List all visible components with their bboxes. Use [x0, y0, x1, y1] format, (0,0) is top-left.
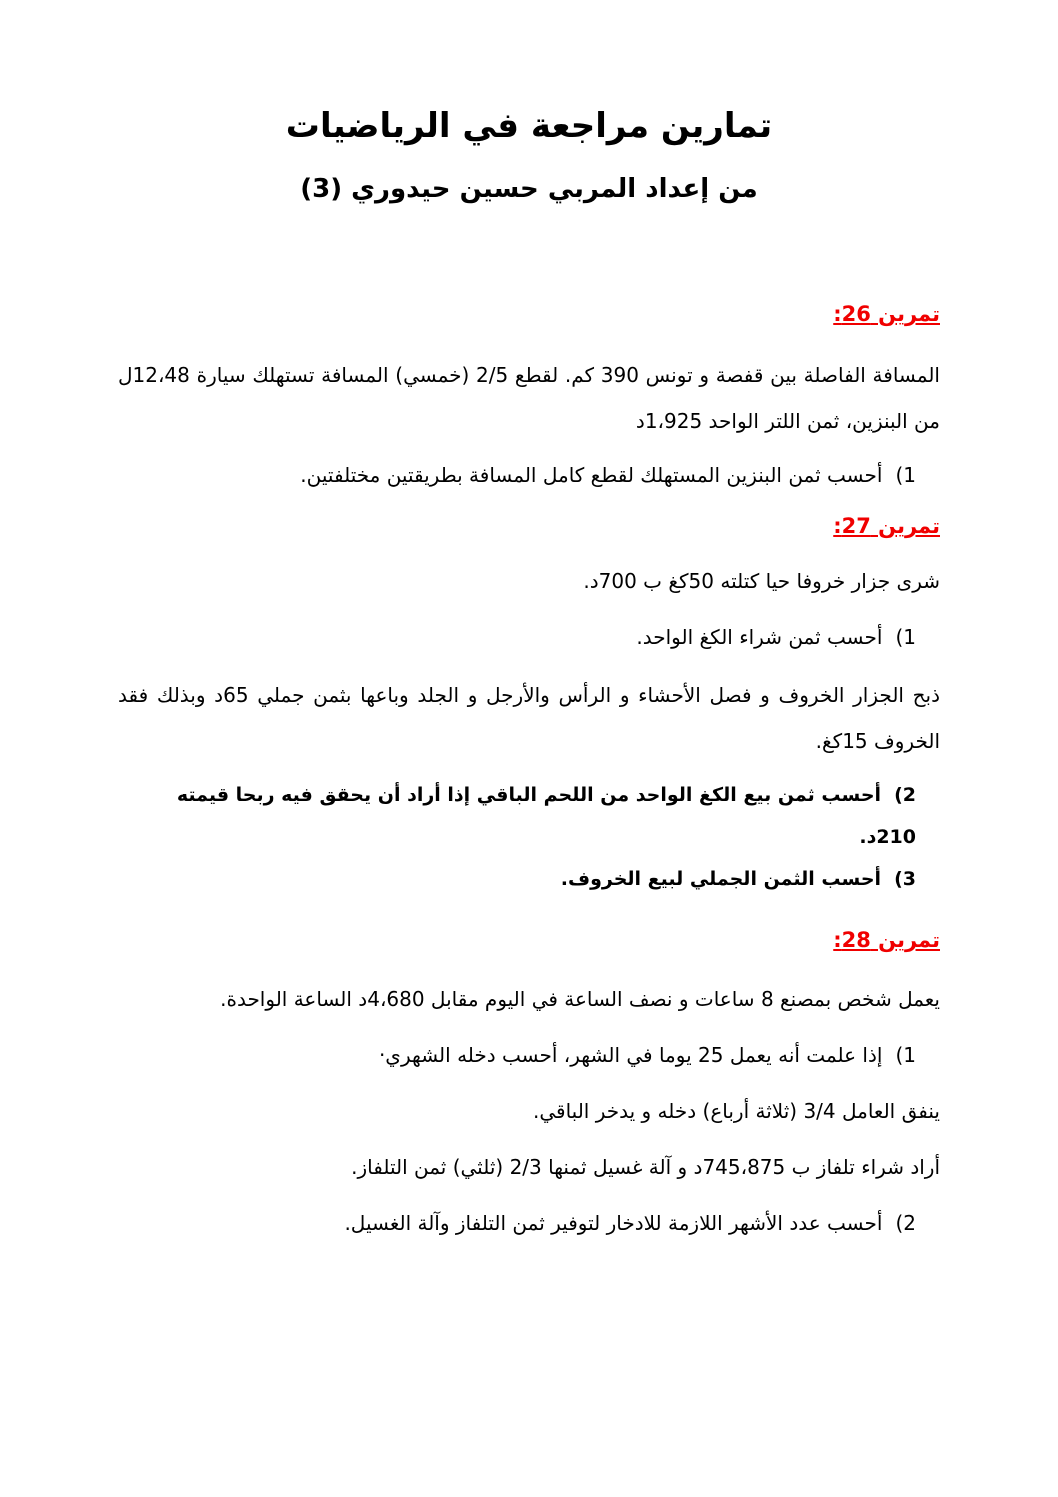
item-text: أحسب ثمن بيع الكغ الواحد من اللحم الباقي إذا أراد أن يحقق فيه ربحا قيمته 210د.: [176, 784, 916, 848]
exercise-27-intro: شرى جزار خروفا حيا كتلته 50كغ ب 700د.: [583, 569, 940, 593]
document-subtitle: من إعداد المربي حسين حيدوري (3): [300, 174, 758, 204]
exercise-28-heading: تمرين 28:: [833, 928, 940, 952]
exercise-27-paragraph-2: ذبح الجزار الخروف و فصل الأحشاء و الرأس والأرجل و الجلد وباعها بثمن جملي 65د وبذلك فقد الخروف 15كغ.: [118, 683, 941, 753]
item-marker: 1): [895, 463, 916, 487]
item-text: أحسب ثمن البنزين المستهلك لقطع كامل المسافة بطريقتين مختلفتين.: [300, 463, 883, 487]
exercise-28-intro: يعمل شخص بمصنع 8 ساعات و نصف الساعة في اليوم مقابل 4،680د الساعة الواحدة.: [220, 987, 940, 1011]
exercise-26-intro: المسافة الفاصلة بين قفصة و تونس 390 كم. لقطع 2/5 (خمسي) المسافة تستهلك سيارة 12،48ل من البنزين، ثمن اللتر الواحد 1،925د: [118, 363, 940, 433]
document-title: تمارين مراجعة في الرياضيات: [285, 106, 773, 146]
exercise-28-item-2: [118, 1200, 940, 1246]
exercise-27-item-2: [118, 774, 940, 858]
item-text: أحسب عدد الأشهر اللازمة للادخار لتوفير ثمن التلفاز وآلة الغسيل.: [344, 1211, 883, 1235]
item-marker: 2): [894, 784, 916, 806]
item-marker: 1): [895, 625, 916, 649]
item-marker: 2): [895, 1211, 916, 1235]
exercise-28-paragraph-2: ينفق العامل 3/4 (ثلاثة أرباع) دخله و يدخر الباقي.: [532, 1099, 940, 1123]
exercise-27-heading: تمرين 27:: [833, 514, 940, 538]
item-marker: 3): [894, 868, 916, 890]
exercise-26-item-1: [118, 452, 940, 498]
exercise-26-heading: تمرين 26:: [833, 302, 940, 326]
exercise-27-item-1: [118, 614, 940, 660]
item-marker: 1): [895, 1043, 916, 1067]
exercise-28-paragraph-3: أراد شراء تلفاز ب 745،875د و آلة غسيل ثمنها 2/3 (ثلثي) ثمن التلفاز.: [351, 1155, 940, 1179]
exercise-28-item-1: [118, 1032, 940, 1078]
item-text: أحسب ثمن شراء الكغ الواحد.: [636, 625, 883, 649]
item-text: أحسب الثمن الجملي لبيع الخروف.: [560, 868, 882, 890]
item-text: إذا علمت أنه يعمل 25 يوما في الشهر، أحسب دخله الشهري·: [378, 1043, 883, 1067]
exercise-27-item-3: [118, 858, 940, 900]
